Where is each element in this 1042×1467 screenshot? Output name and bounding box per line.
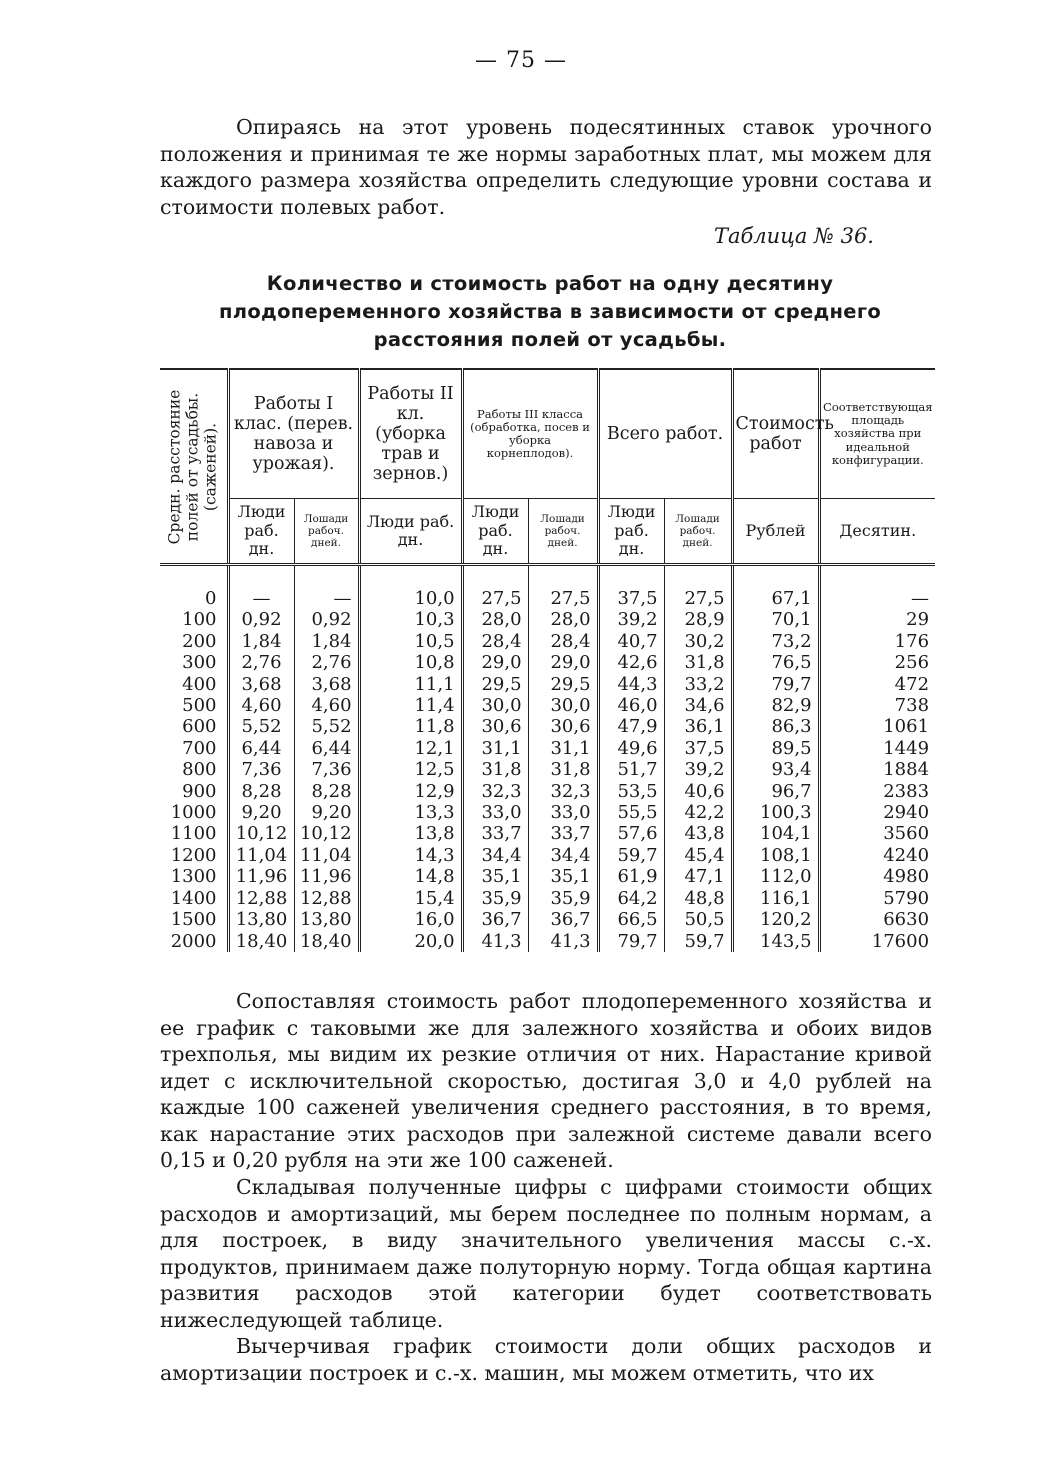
table-row bbox=[160, 802, 935, 823]
cell-total-people: 49,6 bbox=[598, 738, 664, 759]
cell-class2-people: 10,8 bbox=[359, 652, 462, 673]
table-row bbox=[160, 909, 935, 930]
subheader-people-class3: Люди раб. дн. bbox=[462, 499, 528, 565]
paragraph-graph: Вычерчивая график стоимости доли общих расходов и амортизации построек и с.-х. машин, мы можем отметить, что их bbox=[160, 1334, 932, 1385]
cell-class3-people: 30,6 bbox=[462, 716, 528, 737]
table-row bbox=[160, 674, 935, 695]
subheader-horses-class1: Лошади рабоч. дней. bbox=[294, 499, 359, 565]
cell-total-horses: 40,6 bbox=[664, 781, 732, 802]
header-area: Соответствующая площадь хозяйства при идеальной конфигурации. bbox=[819, 369, 935, 499]
cell-distance: 200 bbox=[182, 630, 217, 652]
cell-class1-horses: 18,40 bbox=[294, 931, 359, 952]
cell-distance: 300 bbox=[182, 652, 217, 674]
subheader-people-class2: Люди раб. дн. bbox=[359, 499, 462, 565]
cell-class3-horses: 31,8 bbox=[528, 759, 598, 780]
cell-class2-people: 20,0 bbox=[359, 931, 462, 952]
cell-class3-horses: 30,0 bbox=[528, 695, 598, 716]
cell-total-horses: 50,5 bbox=[664, 909, 732, 930]
cell-total-people: 39,2 bbox=[598, 609, 664, 630]
cell-area-desyatin: 17600 bbox=[819, 931, 935, 952]
table-row bbox=[160, 609, 935, 630]
cell-class1-horses: 4,60 bbox=[294, 695, 359, 716]
cell-cost-rubles: 73,2 bbox=[732, 631, 819, 652]
subheader-people-total: Люди раб. дн. bbox=[598, 499, 664, 565]
table-row bbox=[160, 781, 935, 802]
header-distance bbox=[160, 369, 228, 565]
cell-distance: 1200 bbox=[170, 844, 217, 866]
cell-area-desyatin: 4240 bbox=[819, 845, 935, 866]
cell-total-people: 47,9 bbox=[598, 716, 664, 737]
cell-total-people: 44,3 bbox=[598, 674, 664, 695]
cell-total-horses: 34,6 bbox=[664, 695, 732, 716]
cell-class2-people: 11,1 bbox=[359, 674, 462, 695]
cell-total-people: 55,5 bbox=[598, 802, 664, 823]
cell-class1-people: 13,80 bbox=[228, 909, 294, 930]
cell-area-desyatin: 472 bbox=[819, 674, 935, 695]
cell-class3-people: 28,4 bbox=[462, 631, 528, 652]
cell-class3-horses: 41,3 bbox=[528, 931, 598, 952]
cell-class1-horses: 11,04 bbox=[294, 845, 359, 866]
cell-total-horses: 37,5 bbox=[664, 738, 732, 759]
cell-class1-horses: 9,20 bbox=[294, 802, 359, 823]
cell-cost-rubles: 82,9 bbox=[732, 695, 819, 716]
header-distance-text: Средн. расстояние полей от усадьбы. (саженей). bbox=[165, 389, 220, 544]
cell-total-horses: 43,8 bbox=[664, 823, 732, 844]
cell-class3-people: 31,1 bbox=[462, 738, 528, 759]
cell-area-desyatin: 2940 bbox=[819, 802, 935, 823]
cell-class1-people: — bbox=[228, 588, 294, 609]
cell-distance: 1300 bbox=[170, 866, 217, 888]
cell-total-horses: 48,8 bbox=[664, 888, 732, 909]
cell-class3-horses: 36,7 bbox=[528, 909, 598, 930]
table-row bbox=[160, 866, 935, 887]
cell-total-horses: 31,8 bbox=[664, 652, 732, 673]
cell-class3-people: 36,7 bbox=[462, 909, 528, 930]
subheader-people-class1: Люди раб. дн. bbox=[228, 499, 294, 565]
table-row bbox=[160, 631, 935, 652]
cell-class1-people: 11,04 bbox=[228, 845, 294, 866]
cell-total-people: 46,0 bbox=[598, 695, 664, 716]
cell-class3-horses: 27,5 bbox=[528, 588, 598, 609]
cell-distance: 0 bbox=[205, 588, 217, 609]
cell-total-horses: 36,1 bbox=[664, 716, 732, 737]
cell-class2-people: 15,4 bbox=[359, 888, 462, 909]
cell-class1-people: 12,88 bbox=[228, 888, 294, 909]
data-table bbox=[160, 368, 935, 952]
cell-class1-horses: 10,12 bbox=[294, 823, 359, 844]
cell-cost-rubles: 76,5 bbox=[732, 652, 819, 673]
cell-class1-people: 11,96 bbox=[228, 866, 294, 887]
cell-area-desyatin: 4980 bbox=[819, 866, 935, 887]
cell-class3-horses: 30,6 bbox=[528, 716, 598, 737]
table-row bbox=[160, 845, 935, 866]
cell-cost-rubles: 67,1 bbox=[732, 588, 819, 609]
cell-class2-people: 16,0 bbox=[359, 909, 462, 930]
cell-class1-people: 4,60 bbox=[228, 695, 294, 716]
cell-class3-people: 27,5 bbox=[462, 588, 528, 609]
cell-class1-horses: 0,92 bbox=[294, 609, 359, 630]
table-row bbox=[160, 931, 935, 952]
cell-total-people: 59,7 bbox=[598, 845, 664, 866]
cell-distance: 700 bbox=[182, 737, 217, 759]
cell-cost-rubles: 93,4 bbox=[732, 759, 819, 780]
cell-total-horses: 45,4 bbox=[664, 845, 732, 866]
cell-cost-rubles: 104,1 bbox=[732, 823, 819, 844]
cell-class1-people: 8,28 bbox=[228, 781, 294, 802]
cell-class1-people: 7,36 bbox=[228, 759, 294, 780]
cell-class1-people: 0,92 bbox=[228, 609, 294, 630]
cell-class3-people: 33,0 bbox=[462, 802, 528, 823]
cell-class1-horses: 8,28 bbox=[294, 781, 359, 802]
cell-class1-people: 1,84 bbox=[228, 631, 294, 652]
cell-class1-horses: 11,96 bbox=[294, 866, 359, 887]
header-class3: Работы III класса (обработка, посев и уборка корнеплодов). bbox=[462, 369, 598, 499]
cell-class3-people: 31,8 bbox=[462, 759, 528, 780]
header-class1: Работы I клас. (перев. навоза и урожая). bbox=[228, 369, 359, 499]
table-body bbox=[160, 565, 935, 952]
cell-total-people: 53,5 bbox=[598, 781, 664, 802]
cell-area-desyatin: 6630 bbox=[819, 909, 935, 930]
header-class2: Работы II кл. (уборка трав и зернов.) bbox=[359, 369, 462, 499]
cell-class3-horses: 34,4 bbox=[528, 845, 598, 866]
cell-total-horses: 39,2 bbox=[664, 759, 732, 780]
cell-class3-horses: 32,3 bbox=[528, 781, 598, 802]
cell-class1-horses: 6,44 bbox=[294, 738, 359, 759]
cell-cost-rubles: 96,7 bbox=[732, 781, 819, 802]
table-row bbox=[160, 695, 935, 716]
cell-class3-people: 30,0 bbox=[462, 695, 528, 716]
cell-distance: 800 bbox=[182, 759, 217, 781]
cell-cost-rubles: 112,0 bbox=[732, 866, 819, 887]
cell-class3-people: 29,0 bbox=[462, 652, 528, 673]
cell-distance: 1100 bbox=[170, 823, 217, 845]
cell-cost-rubles: 89,5 bbox=[732, 738, 819, 759]
page-number: — 75 — bbox=[475, 48, 567, 73]
cell-total-horses: 27,5 bbox=[664, 588, 732, 609]
cell-class1-horses: 5,52 bbox=[294, 716, 359, 737]
cell-class3-horses: 35,1 bbox=[528, 866, 598, 887]
table-row bbox=[160, 759, 935, 780]
cell-class3-horses: 29,0 bbox=[528, 652, 598, 673]
cell-class3-people: 33,7 bbox=[462, 823, 528, 844]
intro-paragraph: Опираясь на этот уровень подесятинных ставок урочного положения и принимая те же нормы заработных плат, мы можем для каждого размера хозяйства определить следующие уровни состава и стоимости полевых работ. bbox=[160, 115, 932, 219]
cell-class2-people: 13,8 bbox=[359, 823, 462, 844]
cell-class2-people: 12,9 bbox=[359, 781, 462, 802]
table-row bbox=[160, 823, 935, 844]
cell-distance: 400 bbox=[182, 673, 217, 695]
cell-class2-people: 11,8 bbox=[359, 716, 462, 737]
cell-area-desyatin: 3560 bbox=[819, 823, 935, 844]
cell-area-desyatin: — bbox=[819, 588, 935, 609]
cell-total-people: 51,7 bbox=[598, 759, 664, 780]
cell-total-people: 37,5 bbox=[598, 588, 664, 609]
cell-class2-people: 14,3 bbox=[359, 845, 462, 866]
cell-class3-horses: 35,9 bbox=[528, 888, 598, 909]
cell-cost-rubles: 100,3 bbox=[732, 802, 819, 823]
cell-cost-rubles: 143,5 bbox=[732, 931, 819, 952]
cell-class2-people: 10,3 bbox=[359, 609, 462, 630]
cell-class1-horses: 2,76 bbox=[294, 652, 359, 673]
cell-total-horses: 30,2 bbox=[664, 631, 732, 652]
cell-area-desyatin: 176 bbox=[819, 631, 935, 652]
cell-class2-people: 14,8 bbox=[359, 866, 462, 887]
cell-distance: 600 bbox=[182, 716, 217, 738]
cell-total-horses: 47,1 bbox=[664, 866, 732, 887]
cell-cost-rubles: 70,1 bbox=[732, 609, 819, 630]
cell-area-desyatin: 5790 bbox=[819, 888, 935, 909]
cell-area-desyatin: 256 bbox=[819, 652, 935, 673]
table-label: Таблица № 36. bbox=[713, 224, 874, 248]
cell-class1-people: 18,40 bbox=[228, 931, 294, 952]
cell-total-people: 64,2 bbox=[598, 888, 664, 909]
cell-distance: 500 bbox=[182, 695, 217, 717]
cell-total-people: 66,5 bbox=[598, 909, 664, 930]
header-total: Всего работ. bbox=[598, 369, 732, 499]
subheader-horses-total: Лошади рабоч. дней. bbox=[664, 499, 732, 565]
cell-distance: 1000 bbox=[170, 802, 217, 824]
cell-class1-people: 6,44 bbox=[228, 738, 294, 759]
cell-cost-rubles: 116,1 bbox=[732, 888, 819, 909]
cell-distance: 2000 bbox=[170, 930, 217, 952]
cell-total-people: 61,9 bbox=[598, 866, 664, 887]
cell-cost-rubles: 108,1 bbox=[732, 845, 819, 866]
cell-class1-people: 2,76 bbox=[228, 652, 294, 673]
cell-area-desyatin: 738 bbox=[819, 695, 935, 716]
table-row bbox=[160, 588, 935, 609]
cell-class3-horses: 28,0 bbox=[528, 609, 598, 630]
cell-area-desyatin: 29 bbox=[819, 609, 935, 630]
cell-cost-rubles: 86,3 bbox=[732, 716, 819, 737]
cell-distance: 1400 bbox=[170, 887, 217, 909]
cell-cost-rubles: 79,7 bbox=[732, 674, 819, 695]
cell-total-people: 57,6 bbox=[598, 823, 664, 844]
subheader-desyatin: Десятин. bbox=[819, 499, 935, 565]
cell-class1-horses: 7,36 bbox=[294, 759, 359, 780]
cell-class2-people: 11,4 bbox=[359, 695, 462, 716]
cell-total-horses: 33,2 bbox=[664, 674, 732, 695]
cell-total-horses: 59,7 bbox=[664, 931, 732, 952]
cell-distance: 100 bbox=[182, 609, 217, 631]
cell-total-people: 79,7 bbox=[598, 931, 664, 952]
cell-area-desyatin: 1061 bbox=[819, 716, 935, 737]
cell-class2-people: 12,5 bbox=[359, 759, 462, 780]
subheader-rubles: Рублей bbox=[732, 499, 819, 565]
table-row bbox=[160, 652, 935, 673]
cell-class3-horses: 33,7 bbox=[528, 823, 598, 844]
cell-area-desyatin: 1884 bbox=[819, 759, 935, 780]
cell-total-horses: 28,9 bbox=[664, 609, 732, 630]
cell-class1-people: 3,68 bbox=[228, 674, 294, 695]
cell-class3-people: 35,1 bbox=[462, 866, 528, 887]
cell-class2-people: 10,5 bbox=[359, 631, 462, 652]
cell-class1-horses: 13,80 bbox=[294, 909, 359, 930]
cell-class2-people: 12,1 bbox=[359, 738, 462, 759]
cell-area-desyatin: 1449 bbox=[819, 738, 935, 759]
cell-class3-horses: 33,0 bbox=[528, 802, 598, 823]
cell-cost-rubles: 120,2 bbox=[732, 909, 819, 930]
cell-class1-horses: 3,68 bbox=[294, 674, 359, 695]
subheader-horses-class3: Лошади рабоч. дней. bbox=[528, 499, 598, 565]
cell-area-desyatin: 2383 bbox=[819, 781, 935, 802]
paragraph-comparison: Сопоставляя стоимость работ плодопеременного хозяйства и ее график с таковыми же для залежного хозяйства и обоих видов трехполья, мы видим их резкие отличия от них. Нарастание кривой идет с исключительной скоростью, достигая 3,0 и 4,0 рублей на каждые 100 саженей увеличения среднего расстояния, в то время, как нарастание этих расходов при залежной системе давали всего 0,15 и 0,20 рубля на эти же 100 саженей. bbox=[160, 989, 932, 1172]
cell-total-people: 42,6 bbox=[598, 652, 664, 673]
table-row bbox=[160, 888, 935, 909]
table-title: Количество и стоимость работ на одну десятину плодопеременного хозяйства в зависимости от среднего расстояния полей от усадьбы. bbox=[218, 272, 882, 351]
cell-class3-people: 28,0 bbox=[462, 609, 528, 630]
cell-class2-people: 10,0 bbox=[359, 588, 462, 609]
cell-class2-people: 13,3 bbox=[359, 802, 462, 823]
cell-total-people: 40,7 bbox=[598, 631, 664, 652]
cell-class3-people: 32,3 bbox=[462, 781, 528, 802]
table-row bbox=[160, 738, 935, 759]
table-spacer-row bbox=[160, 565, 935, 589]
cell-class1-horses: 12,88 bbox=[294, 888, 359, 909]
cell-class3-people: 35,9 bbox=[462, 888, 528, 909]
cell-class1-people: 9,20 bbox=[228, 802, 294, 823]
cell-class3-people: 29,5 bbox=[462, 674, 528, 695]
cell-class1-people: 10,12 bbox=[228, 823, 294, 844]
cell-class1-horses: 1,84 bbox=[294, 631, 359, 652]
cell-distance: 1500 bbox=[170, 909, 217, 931]
cell-class1-horses: — bbox=[294, 588, 359, 609]
cell-class3-horses: 28,4 bbox=[528, 631, 598, 652]
cell-total-horses: 42,2 bbox=[664, 802, 732, 823]
cell-class1-people: 5,52 bbox=[228, 716, 294, 737]
paragraph-summation: Складывая полученные цифры с цифрами стоимости общих расходов и амортизаций, мы берем последнее по полным нормам, а для построек, в виду значительного увеличения массы с.-х. продуктов, принимаем даже полуторную норму. Тогда общая картина развития расходов этой категории будет соответствовать нижеследующей таблице. bbox=[160, 1175, 932, 1332]
cell-class3-people: 34,4 bbox=[462, 845, 528, 866]
cell-class3-horses: 31,1 bbox=[528, 738, 598, 759]
cell-class3-horses: 29,5 bbox=[528, 674, 598, 695]
cell-distance: 900 bbox=[182, 780, 217, 802]
cell-class3-people: 41,3 bbox=[462, 931, 528, 952]
table-row bbox=[160, 716, 935, 737]
header-cost: Стоимость работ bbox=[732, 369, 819, 499]
data-table-wrapper bbox=[160, 368, 935, 958]
